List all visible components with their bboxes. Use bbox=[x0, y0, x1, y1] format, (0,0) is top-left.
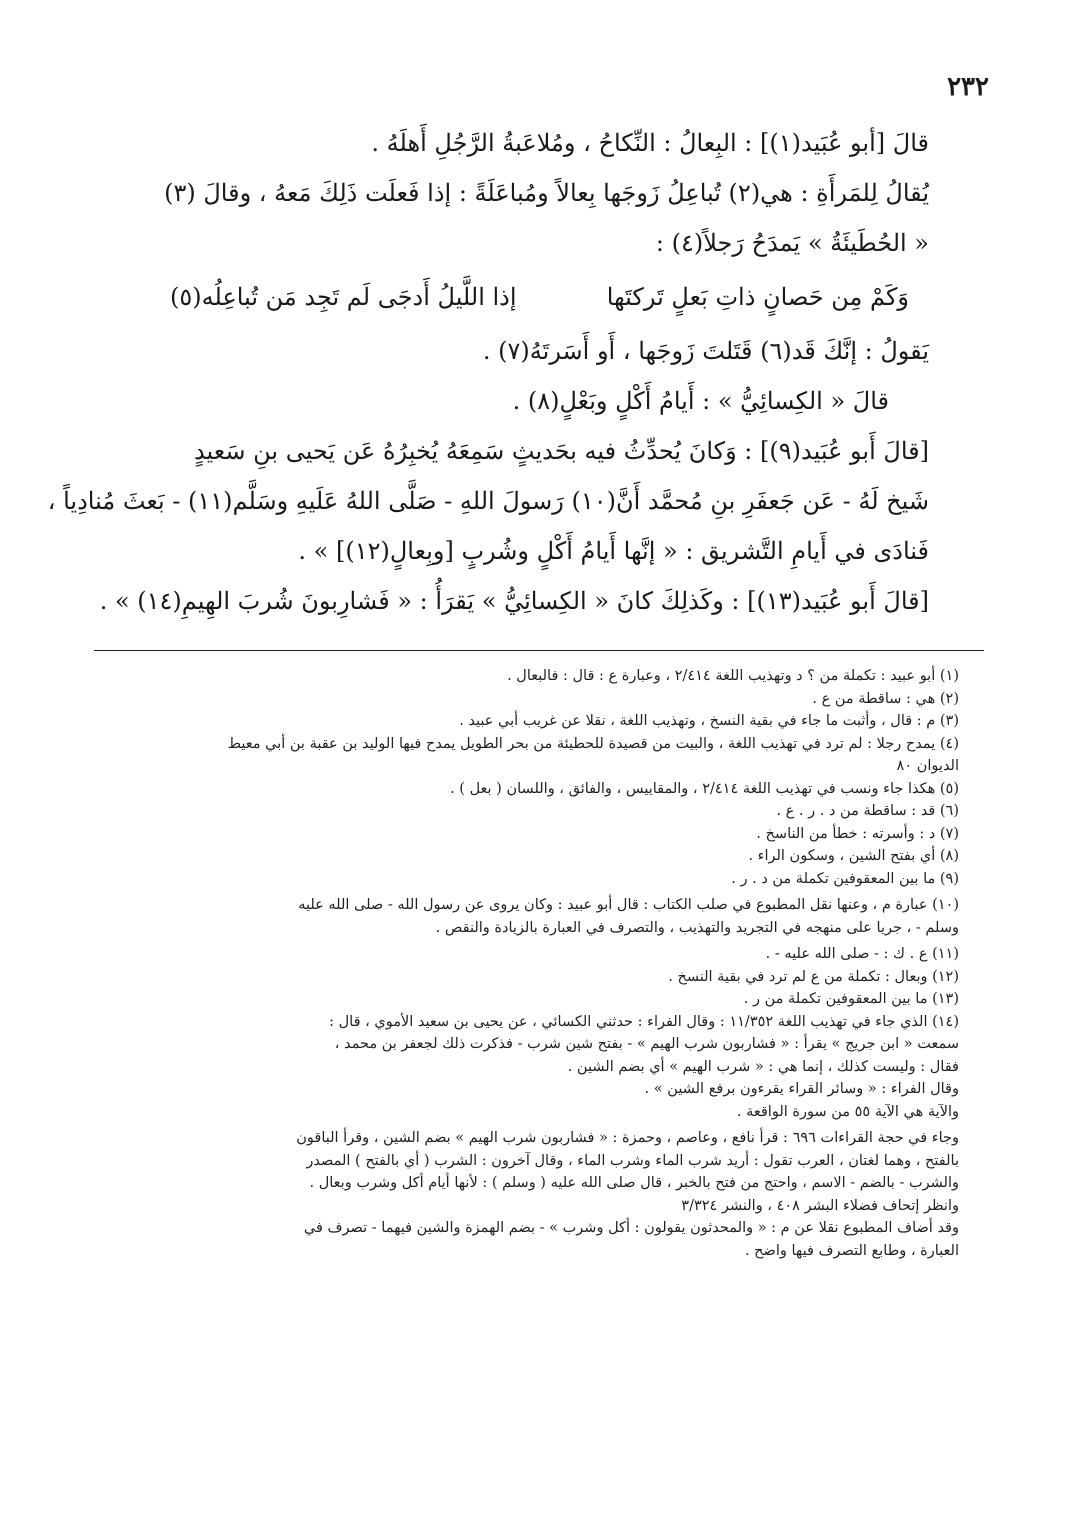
footnote: (٣) م : قال ، وأثبت ما جاء في بقية النسخ ، وتهذيب اللغة ، نقلا عن غريب أبي عبيد . bbox=[459, 713, 959, 729]
main-line: شَيخ لَهُ - عَن جَعفَرِ بنِ مُحمَّد أَنَّ(١٠) رَسولَ اللهِ - صَلَّى اللهُ عَلَيهِ وسَلَّم(١١) - بَعثَ مُنادِياً ، bbox=[47, 487, 929, 515]
footnote: (٤) يمدح رجلا : لم ترد في تهذيب اللغة ، والبيت من قصيدة للحطيئة من بحر الطويل يمدح فيها الوليد بن عقبة بن أبي معيط bbox=[227, 735, 959, 752]
footnote: وانظر إتحاف فضلاء البشر ٤٠٨ ، والنشر ٣/٣٢٤ bbox=[681, 1197, 959, 1214]
main-line: قالَ [أبو عُبَيد(١)] : البِعالُ : النِّكاحُ ، ومُلاعَبةُ الرَّجُلِ أَهلَهُ . bbox=[371, 129, 929, 157]
footnote: والآية هي الآية ٥٥ من سورة الواقعة . bbox=[736, 1103, 959, 1120]
footnote: (١١) ع . ك : - صلى الله عليه - . bbox=[765, 946, 959, 962]
footnote: بالفتح ، وهما لغتان ، العرب تقول : أريد شرب الماء وشرب الماء ، وقال آخرون : الشرب ( أي بالفتح ) المصدر bbox=[306, 1152, 959, 1169]
verse-hemistich-second: إذا اللَّيلُ أَدجَى لَم تَجِد مَن تُباعِلُه(٥) bbox=[170, 283, 517, 311]
main-line: قالَ « الكِسائِيُّ » : أَيامُ أَكْلٍ وبَعْلٍ(٨) . bbox=[512, 387, 889, 415]
footnote: (١٣) ما بين المعقوفين تكملة من ر . bbox=[743, 991, 959, 1007]
footnote: (٧) د : وأسرته : خطأ من الناسخ . bbox=[756, 825, 959, 842]
footnote: (٢) هي : ساقطة من ع . bbox=[812, 690, 959, 707]
footnote: (٩) ما بين المعقوفين تكملة من د . ر . bbox=[731, 870, 959, 887]
footnote: وجاء في حجة القراءات ٦٩٦ : قرأ نافع ، وعاصم ، وحمزة : « فشاربون شرب الهيم » بضم الشين ، وقرأ الباقون bbox=[296, 1130, 959, 1146]
poetry-verse bbox=[150, 268, 929, 326]
footnote: (٦) قد : ساقطة من د . ر . ع . bbox=[776, 803, 959, 819]
main-line: يَقولُ : إنَّكَ قَد(٦) قَتَلتَ زَوجَها ، أَو أَسَرتَهُ(٧) . bbox=[482, 337, 929, 365]
footnote: (٥) هكذا جاء ونسب في تهذيب اللغة ٢/٤١٤ ، والمقاييس ، والفائق ، واللسان ( بعل ) . bbox=[450, 780, 959, 797]
footnote: والشرب - بالضم - الاسم ، واحتج من فتح بالخبر ، قال صلى الله عليه ( وسلم ) : لأنها أيام أكل وشرب وبعال . bbox=[309, 1175, 959, 1191]
main-line: [قالَ أَبو عُبَيد(٩)] : وَكانَ يُحدِّثُ فيه بحَديثٍ سَمِعَهُ يُخبِرُهُ عَن يَحيى بنِ سَعيدٍ bbox=[193, 437, 929, 465]
footnote: وسلم - ، جريا على منهجه في التجريد والتهذيب ، والتصرف في العبارة بالزيادة والنقص . bbox=[435, 919, 959, 936]
page-number: ٢٣٢ bbox=[947, 72, 989, 102]
main-text bbox=[47, 118, 929, 626]
main-line: فَنادَى في أَيامِ التَّشريق : « إنَّها أَيامُ أَكْلٍ وشُربٍ [وبِعالٍ(١٢)] » . bbox=[298, 537, 929, 565]
footnote: وقال الفراء : « وسائر القراء يقرءون برفع الشين » . bbox=[644, 1081, 959, 1097]
footnote: سمعت « ابن جريج » يقرأ : « فشاربون شرب الهيم » - بفتح شين شرب - فذكرت ذلك لجعفر بن محمد ، bbox=[334, 1036, 959, 1052]
footnote: (١) أبو عبيد : تكملة من ؟ د وتهذيب اللغة ٢/٤١٤ ، وعبارة ع : قال : فالبعال . bbox=[507, 668, 959, 684]
footnote: الديوان ٨٠ bbox=[896, 758, 959, 774]
footnote: فقال : وليست كذلك ، إنما هي : « شرب الهيم » أي بضم الشين . bbox=[567, 1058, 959, 1075]
footnote: (٨) أي بفتح الشين ، وسكون الراء . bbox=[748, 848, 959, 864]
footnotes bbox=[140, 665, 959, 1262]
footnote: (١٤) الذي جاء في تهذيب اللغة ١١/٣٥٢ : وقال الفراء : حدثني الكسائي ، عن يحيى بن سعيد الأموي ، قال : bbox=[329, 1013, 959, 1030]
main-line: « الحُطَيئَةُ » يَمدَحُ رَجلاً(٤) : bbox=[655, 229, 929, 257]
main-line: يُقالُ لِلمَرأَةِ : هي(٢) تُباعِلُ زَوجَها بِعالاً ومُباعَلَةً : إذا فَعلَت ذَلِكَ مَعهُ ، وقالَ (٣) bbox=[164, 179, 929, 207]
footnote: (١٠) عبارة م ، وعنها نقل المطبوع في صلب الكتاب : قال أبو عبيد : وكان يروى عن رسول الله - صلى الله عليه bbox=[298, 897, 959, 913]
footnote-divider bbox=[94, 650, 984, 651]
verse-hemistich-first: وَكَمْ مِن حَصانٍ ذاتِ بَعلٍ تَركتَها bbox=[606, 283, 909, 311]
footnote: العبارة ، وطابع التصرف فيها واضح . bbox=[744, 1242, 959, 1259]
footnote: وقد أضاف المطبوع نقلا عن م : « والمحدثون يقولون : أكل وشرب » - بضم الهمزة والشين فيهما - تصرف في bbox=[303, 1220, 959, 1236]
main-line: [قالَ أَبو عُبَيد(١٣)] : وكَذلِكَ كانَ « الكِسائِيُّ » يَقرَأُ : « فَشارِبونَ شُربَ الهِيمِ(١٤) » . bbox=[99, 587, 929, 615]
footnote: (١٢) وبعال : تكملة من ع لم ترد في بقية النسخ . bbox=[668, 968, 959, 985]
